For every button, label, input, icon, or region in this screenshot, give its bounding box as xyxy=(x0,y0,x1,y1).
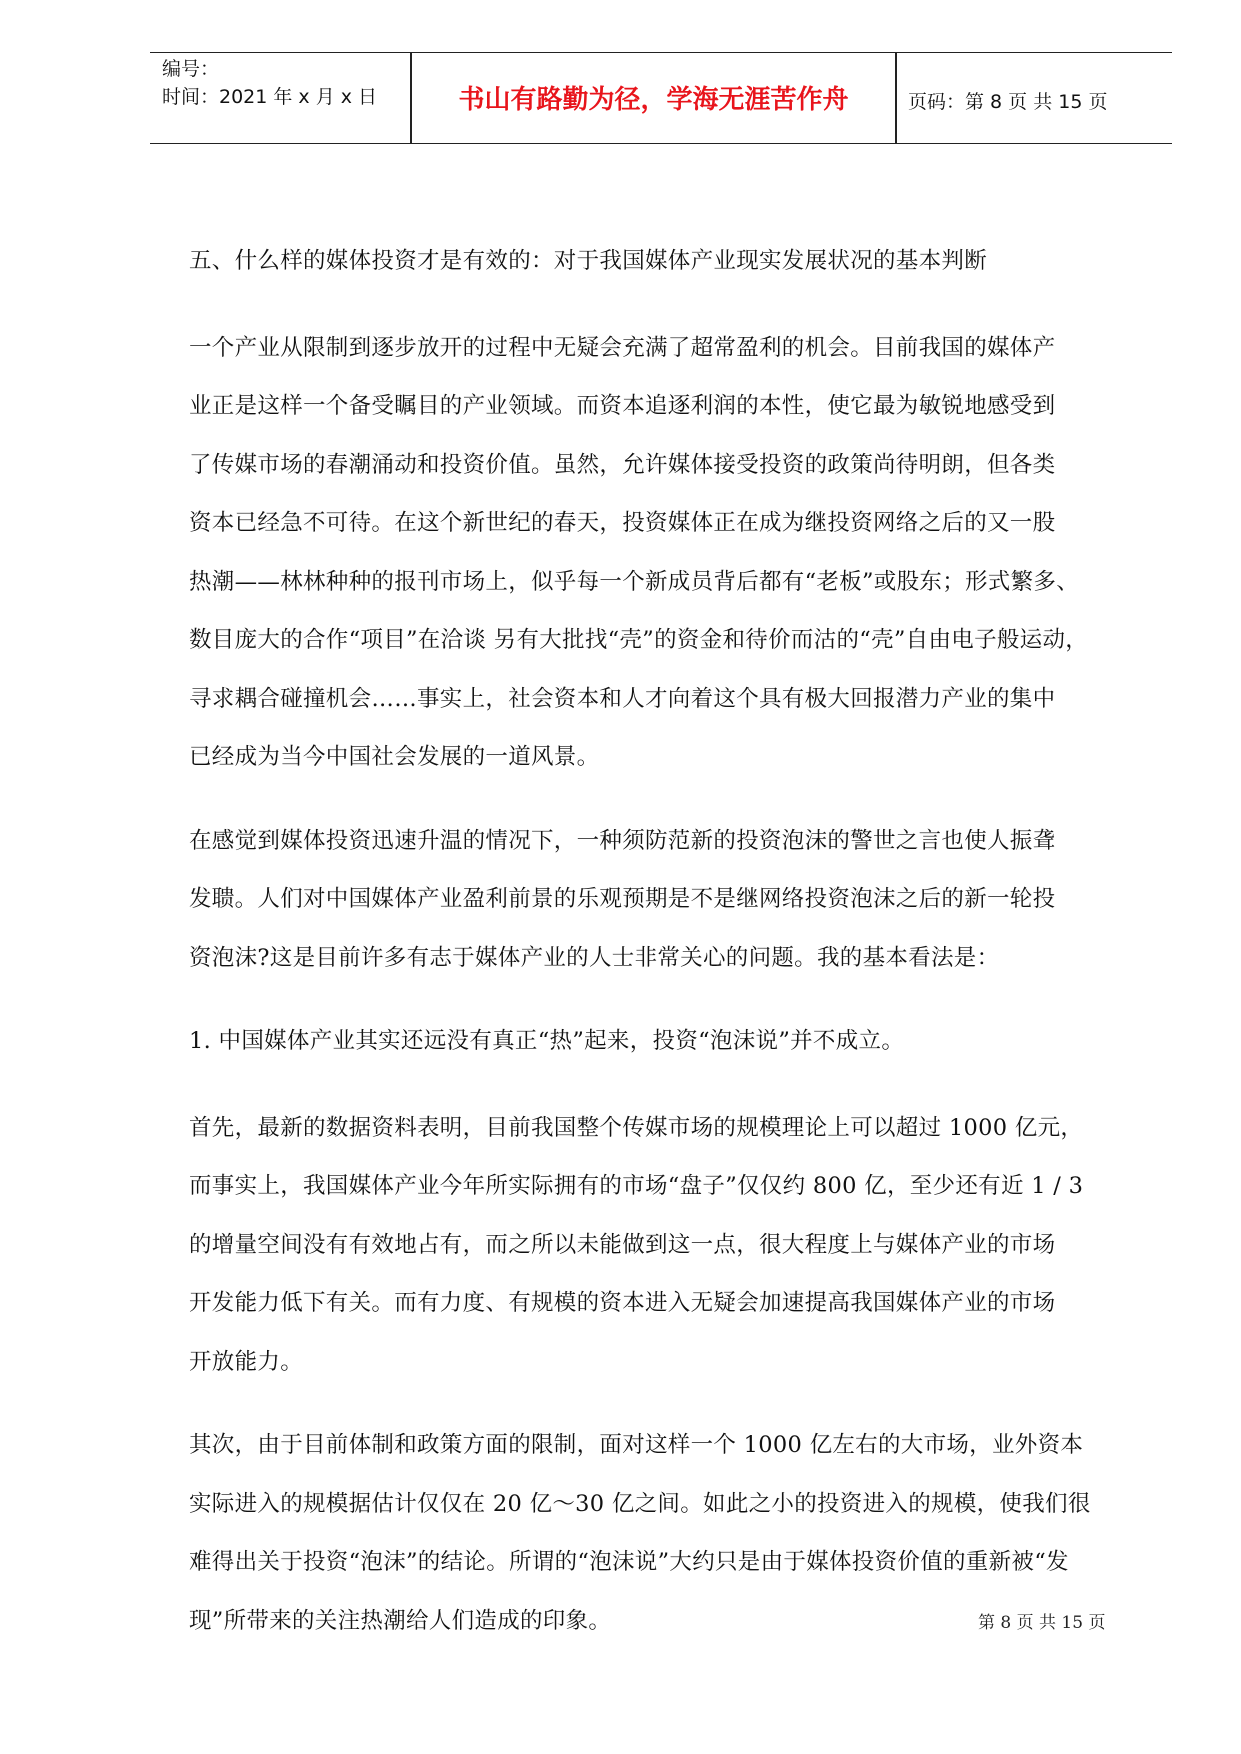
page-footer: 第 8 页 共 15 页 xyxy=(978,1613,1106,1633)
paragraph-line: 开放能力。 xyxy=(189,1348,304,1375)
paragraph-line: 实际进入的规模据估计仅仅在 20 亿～30 亿之间。如此之小的投资进入的规模，使我们很 xyxy=(189,1490,1091,1517)
paragraph xyxy=(189,812,1149,988)
paragraph-line: 已经成为当今中国社会发展的一道风景。 xyxy=(189,744,600,770)
paragraph-line: 数目庞大的合作“项目”在洽谈 另有大批找“壳”的资金和待价而沽的“壳”自由电子般运动， xyxy=(189,627,1089,653)
paragraph-line: 而事实上，我国媒体产业今年所实际拥有的市场“盘子”仅仅约 800 亿，至少还有近 1 / 3 xyxy=(189,1173,1084,1199)
header-motto: 书山有路勤为径，学海无涯苦作舟 xyxy=(458,85,849,115)
paragraph-line: 开发能力低下有关。而有力度、有规模的资本进入无疑会加速提高我国媒体产业的市场 xyxy=(189,1290,1056,1316)
section-title xyxy=(189,232,1149,291)
paragraph-line: 在感觉到媒体投资迅速升温的情况下，一种须防范新的投资泡沫的警世之言也使人振聋 xyxy=(189,827,1056,854)
paragraph-line: 了传媒市场的春潮涌动和投资价值。虽然，允许媒体接受投资的政策尚待明朗，但各类 xyxy=(189,451,1056,478)
paragraph-line: 资本已经急不可待。在这个新世纪的春天，投资媒体正在成为继投资网络之后的又一股 xyxy=(189,510,1056,536)
numbered-point xyxy=(189,1012,1149,1071)
document-number-label: 编号： xyxy=(162,58,220,80)
page-header xyxy=(150,52,1172,144)
paragraph-line: 业正是这样一个备受瞩目的产业领域。而资本追逐利润的本性，使它最为敏锐地感受到 xyxy=(189,393,1056,419)
paragraph-line: 1. 中国媒体产业其实还远没有真正“热”起来，投资“泡沫说”并不成立。 xyxy=(189,1028,905,1054)
header-divider xyxy=(895,53,897,143)
paragraph-line: 热潮——林林种种的报刊市场上，似乎每一个新成员背后都有“老板”或股东；形式繁多、 xyxy=(189,568,1080,595)
document-time-label: 时间：2021 年 x 月 x 日 xyxy=(162,86,378,108)
paragraph-line: 现”所带来的关注热潮给人们造成的印象。 xyxy=(189,1607,612,1634)
paragraph-line: 发聩。人们对中国媒体产业盈利前景的乐观预期是不是继网络投资泡沫之后的新一轮投 xyxy=(189,886,1056,912)
document-body xyxy=(189,232,1149,1675)
paragraph-line: 难得出关于投资“泡沫”的结论。所谓的“泡沫说”大约只是由于媒体投资价值的重新被“发 xyxy=(189,1549,1069,1575)
paragraph-line: 资泡沫?这是目前许多有志于媒体产业的人士非常关心的问题。我的基本看法是： xyxy=(189,944,1000,971)
paragraph xyxy=(189,319,1149,787)
paragraph-line: 其次，由于目前体制和政策方面的限制，面对这样一个 1000 亿左右的大市场，业外资本 xyxy=(189,1432,1084,1458)
paragraph-line: 寻求耦合碰撞机会……事实上，社会资本和人才向着这个具有极大回报潜力产业的集中 xyxy=(189,685,1056,712)
header-meta xyxy=(162,55,377,111)
paragraph xyxy=(189,1099,1149,1392)
section-title-text: 五、什么样的媒体投资才是有效的：对于我国媒体产业现实发展状况的基本判断 xyxy=(189,248,988,274)
paragraph-line: 首先，最新的数据资料表明，目前我国整个传媒市场的规模理论上可以超过 1000 亿元， xyxy=(189,1114,1084,1141)
paragraph-line: 一个产业从限制到逐步放开的过程中无疑会充满了超常盈利的机会。目前我国的媒体产 xyxy=(189,334,1056,361)
header-page-number: 页码：第 8 页 共 15 页 xyxy=(908,91,1108,113)
paragraph-line: 的增量空间没有有效地占有，而之所以未能做到这一点，很大程度上与媒体产业的市场 xyxy=(189,1231,1056,1258)
